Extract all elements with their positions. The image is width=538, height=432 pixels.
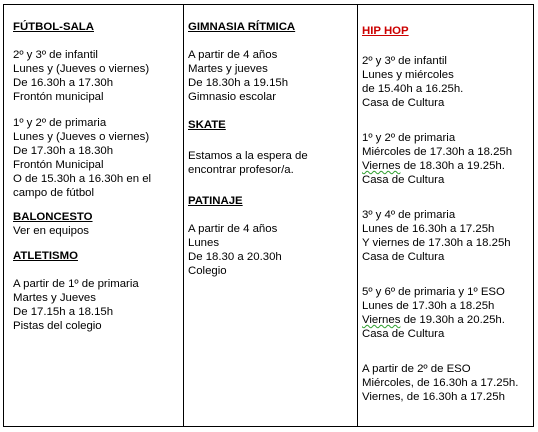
text-line: De 16.30h a 17.30h [13,77,114,89]
text-line: Estamos a la espera de [188,150,308,162]
text-line: De 17.30h a 18.30h [13,145,114,157]
text-line: Lunes de 17.30h a 18.25h [362,300,495,312]
text-line: Viernes de 18.30h a 19.25h. [362,160,505,172]
text-line: O de 15.30h a 16.30h en el [13,173,152,185]
spellcheck-word: Viernes [362,160,401,172]
text-line: Casa de Cultura [362,328,445,340]
text-line: Miércoles, de 16.30h a 17.25h. [362,377,519,389]
baloncesto-title: BALONCESTO [13,211,93,223]
text-line: Miércoles de 17.30h a 18.25h [362,146,513,158]
text-line: Viernes, de 16.30h a 17.25h [362,391,505,403]
text-line: Colegio [188,265,227,277]
text-line: Viernes de 19.30h a 20.25h. [362,314,505,326]
spellcheck-word: Viernes [362,314,401,326]
text-line: 1º y 2º de primaria [362,132,456,144]
text-line: De 17.15h a 18.15h [13,306,114,318]
hip-hop-title: HIP HOP [362,25,409,37]
text-line: A partir de 2º de ESO [362,363,471,375]
text-line: De 18.30 a 20.30h [188,251,282,263]
text-line: Lunes y (Jueves o viernes) [13,63,150,75]
text-line: A partir de 4 años [188,223,278,235]
text-line: 1º y 2º de primaria [13,117,107,129]
text-line: Pistas del colegio [13,320,102,332]
text-line: Gimnasio escolar [188,91,276,103]
column-divider [357,5,358,426]
text-line: Lunes y miércoles [362,69,454,81]
text-line: Casa de Cultura [362,97,445,109]
text-line: 2º y 3º de infantil [362,55,447,67]
patinaje-title: PATINAJE [188,195,243,207]
text-line: 3º y 4º de primaria [362,209,456,221]
skate-title: SKATE [188,119,226,131]
text-line: Martes y jueves [188,63,268,75]
text-line: 2º y 3º de infantil [13,49,98,61]
text-line: encontrar profesor/a. [188,164,294,176]
text-line: De 18.30h a 19.15h [188,77,289,89]
text-line: campo de fútbol [13,187,95,199]
text-line: 5º y 6º de primaria y 1º ESO [362,286,505,298]
gimnasia-ritmica-title: GIMNASIA RÍTMICA [188,21,296,33]
text-line: Y viernes de 17.30h a 18.25h [362,237,511,249]
text-line: Lunes [188,237,220,249]
text-line: Frontón municipal [13,91,104,103]
atletismo-title: ATLETISMO [13,250,78,262]
activities-table [3,4,534,427]
text-line: de 15.40h a 16.25h. [362,83,464,95]
text-line: Ver en equipos [13,225,89,237]
text-line: Casa de Cultura [362,251,445,263]
text-line: A partir de 4 años [188,49,278,61]
text-line: Frontón Municipal [13,159,104,171]
text-line: A partir de 1º de primaria [13,278,139,290]
text-line: Martes y Jueves [13,292,96,304]
text-line: Lunes de 16.30h a 17.25h [362,223,495,235]
text-line: Casa de Cultura [362,174,445,186]
text-line: Lunes y (Jueves o viernes) [13,131,150,143]
futbol-sala-title: FÚTBOL-SALA [13,21,94,33]
column-divider [183,5,184,426]
